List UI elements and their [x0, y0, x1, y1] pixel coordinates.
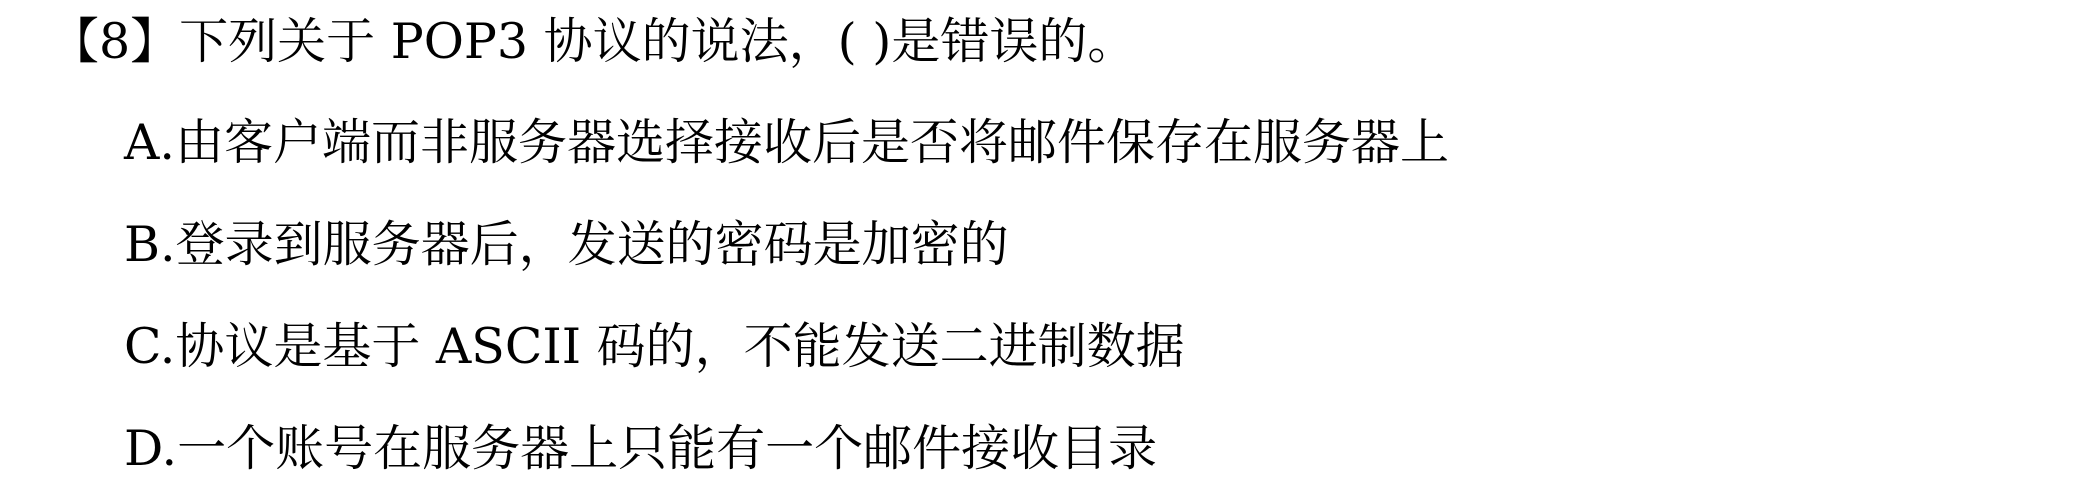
option-b: B.登录到服务器后，发送的密码是加密的: [124, 216, 1009, 273]
option-c: C.协议是基于 ASCII 码的，不能发送二进制数据: [124, 318, 1185, 375]
question-stem: 【8】下列关于 POP3 协议的说法，( )是错误的。: [50, 13, 1137, 70]
option-a: A.由客户端而非服务器选择接收后是否将邮件保存在服务器上: [124, 114, 1449, 171]
option-d: D.一个账号在服务器上只能有一个邮件接收目录: [124, 420, 1158, 477]
